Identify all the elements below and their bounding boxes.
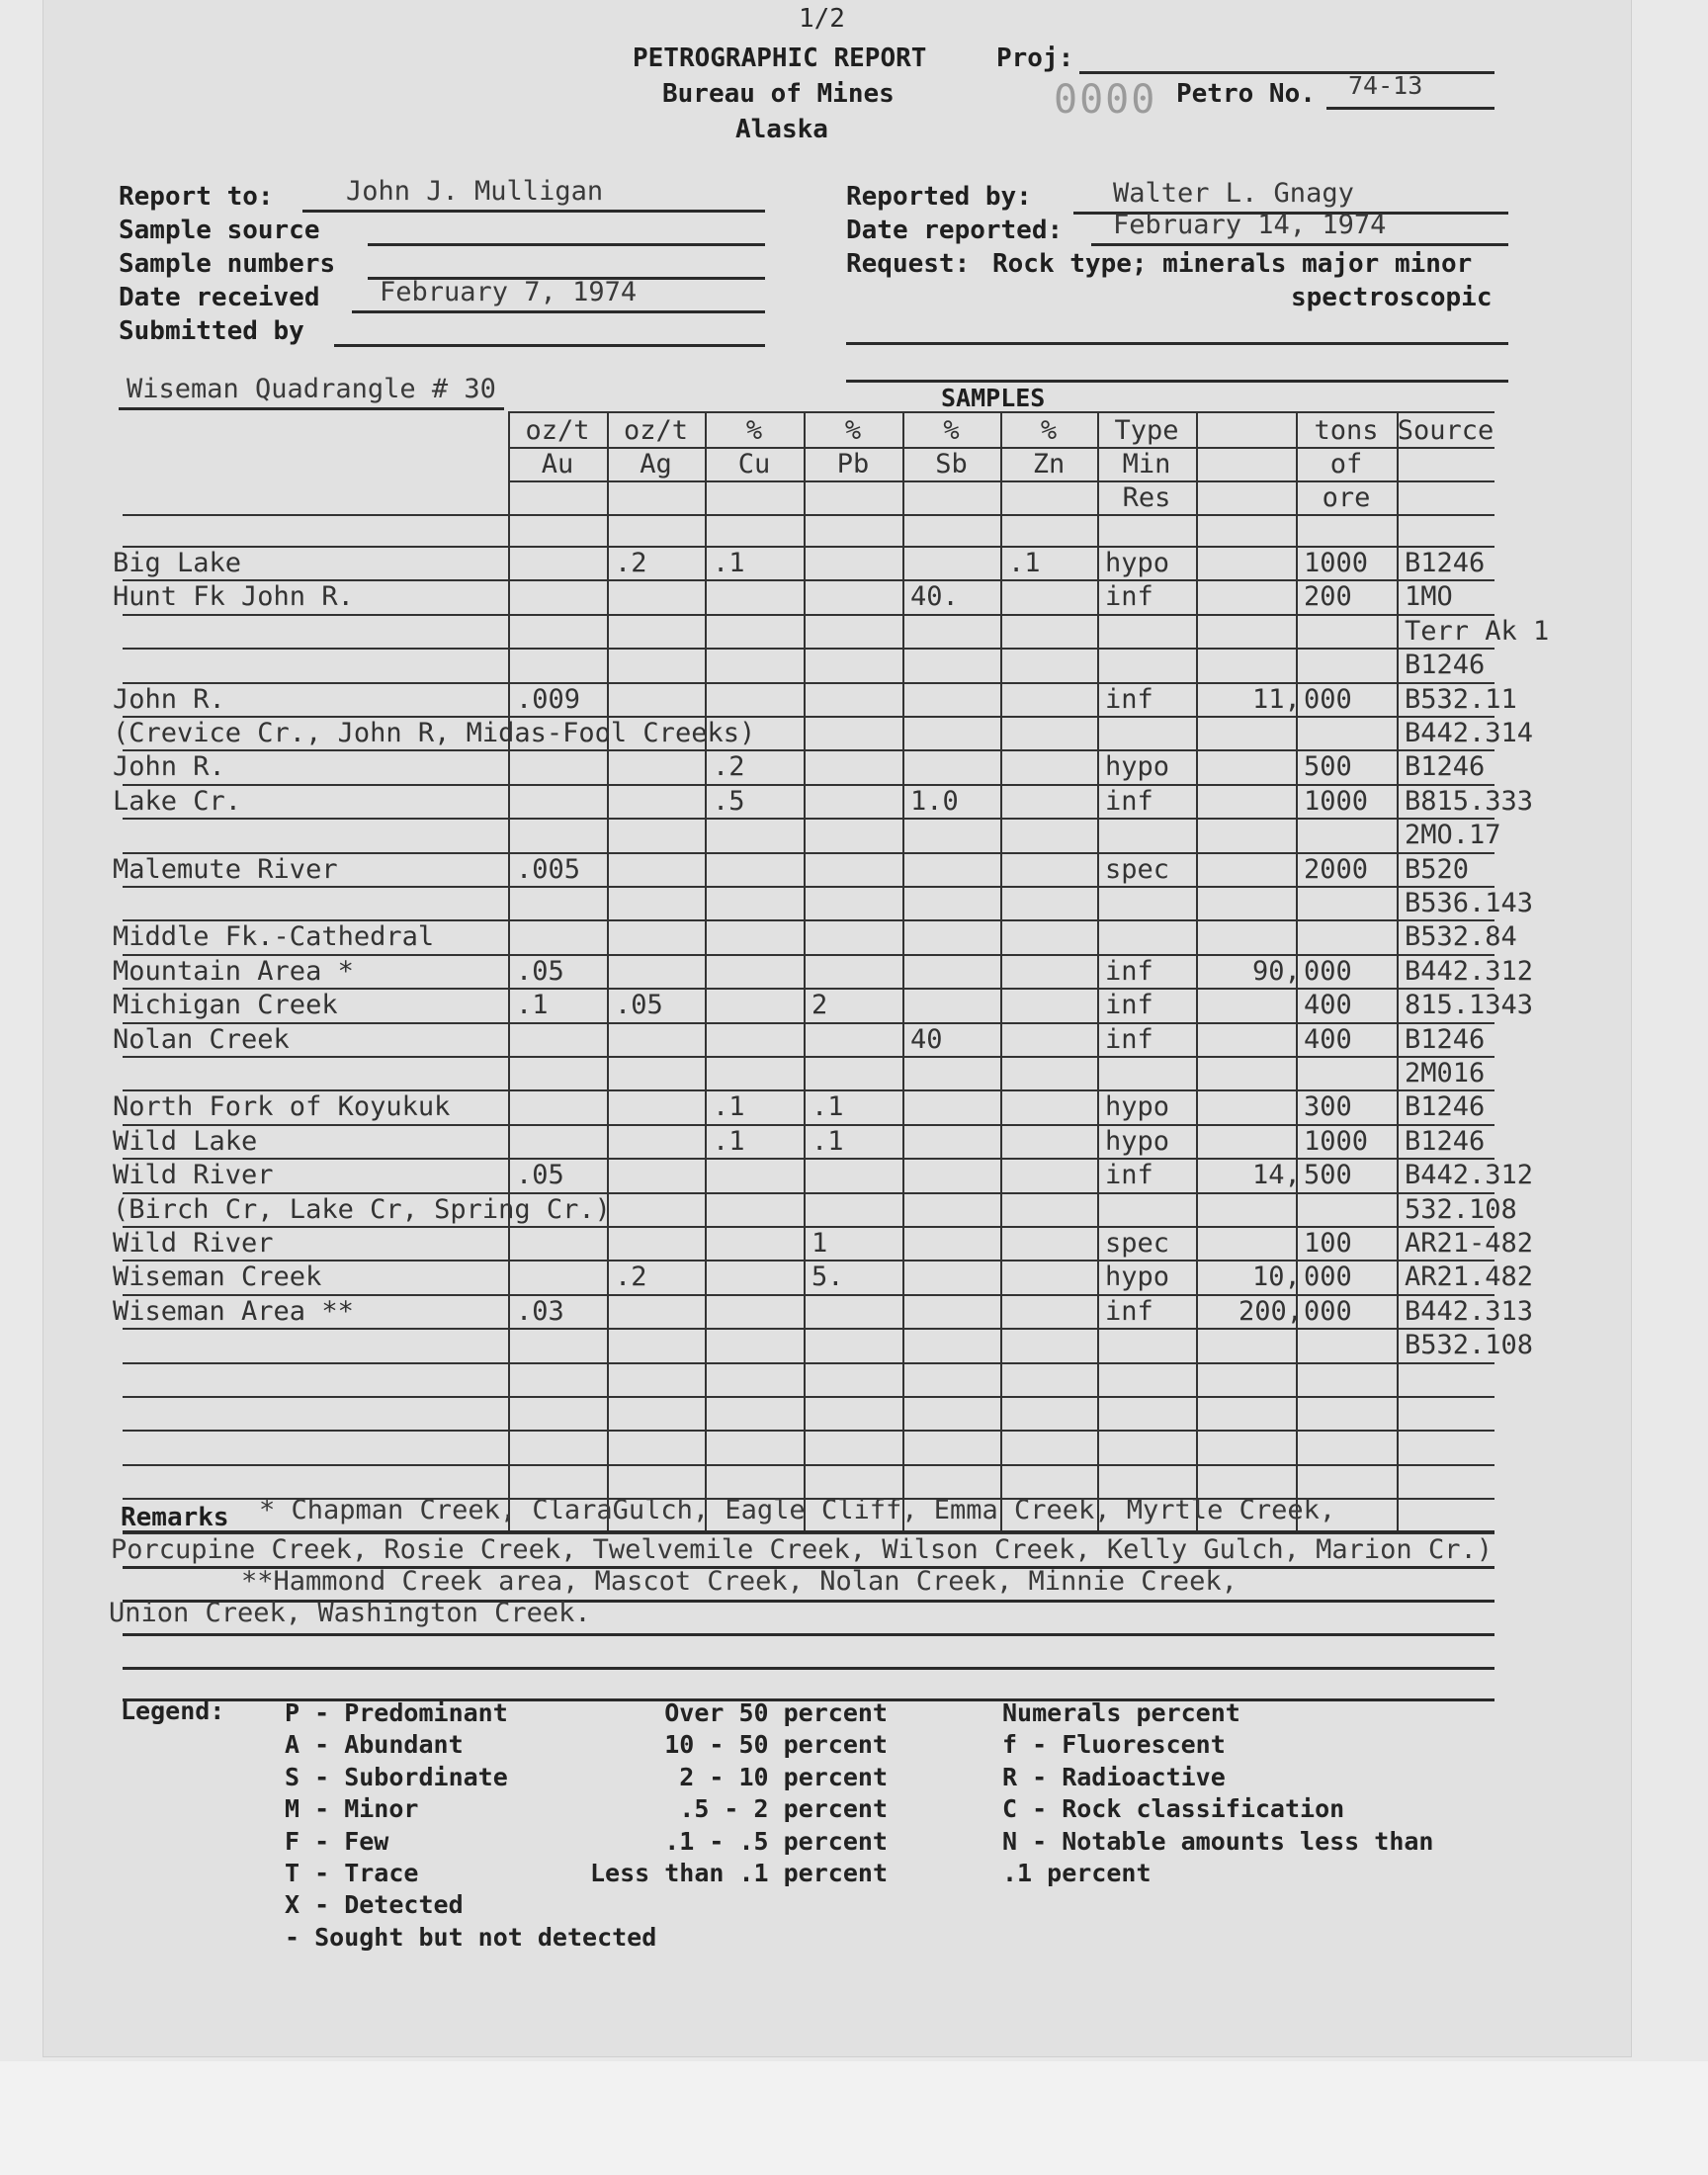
legend-code: A - Abundant	[285, 1730, 464, 1759]
row-rule	[123, 1226, 1494, 1228]
cell-au: .1	[516, 990, 549, 1020]
cell-source: B1246	[1405, 548, 1486, 578]
column-header: Res	[1122, 482, 1171, 513]
report-title: PETROGRAPHIC REPORT	[633, 44, 927, 73]
cell-zn: .1	[1008, 548, 1041, 578]
legend-extra: .1 percent	[1002, 1859, 1152, 1887]
row-location: (Birch Cr, Lake Cr, Spring Cr.)	[113, 1194, 611, 1225]
cell-au: .005	[516, 854, 581, 885]
cell-tons: 000	[1304, 1296, 1352, 1327]
legend-range: .1 - .5 percent	[664, 1827, 888, 1856]
cell-tons: 000	[1304, 684, 1352, 715]
request-label: Request:	[846, 249, 971, 279]
submitted-by-label: Submitted by	[119, 316, 304, 346]
date-received-label: Date received	[119, 283, 320, 312]
cell-source: B536.143	[1405, 888, 1534, 918]
row-location: John R.	[113, 684, 225, 715]
cell-type: spec	[1105, 1228, 1170, 1259]
cell-res: 14,	[1252, 1160, 1301, 1190]
cell-source: B1246	[1405, 1024, 1486, 1055]
scan-margin	[0, 2061, 1708, 2175]
cell-sb: 40	[910, 1024, 943, 1055]
row-location: Lake Cr.	[113, 786, 242, 817]
remarks-line-4: Union Creek, Washington Creek.	[109, 1598, 591, 1628]
remarks-rule-4	[123, 1633, 1494, 1636]
quadrangle-line	[119, 407, 504, 410]
cell-type: inf	[1105, 990, 1153, 1020]
cell-pb: 5.	[811, 1262, 844, 1292]
cell-source: B1246	[1405, 1091, 1486, 1122]
row-rule	[123, 1362, 1494, 1364]
legend-extra: N - Notable amounts less than	[1002, 1827, 1434, 1856]
cell-source: B1246	[1405, 1126, 1486, 1157]
cell-type: hypo	[1105, 1126, 1170, 1157]
column-header: oz/t	[623, 415, 689, 446]
cell-cu: .1	[713, 548, 745, 578]
column-header: %	[844, 415, 862, 446]
cell-sb: 40.	[910, 581, 959, 612]
row-rule	[123, 1022, 1494, 1024]
cell-res: 11,	[1252, 684, 1301, 715]
column-header: Ag	[640, 449, 672, 479]
legend-label: Legend:	[121, 1696, 225, 1725]
cell-source: B442.314	[1405, 718, 1534, 748]
report-to-line	[302, 210, 765, 213]
cell-type: hypo	[1105, 1262, 1170, 1292]
sample-source-label: Sample source	[119, 216, 320, 245]
cell-source: AR21-482	[1405, 1228, 1534, 1259]
column-header: ore	[1322, 482, 1371, 513]
cell-type: inf	[1105, 1160, 1153, 1190]
legend-range: Over 50 percent	[664, 1698, 888, 1727]
cell-source: B532.11	[1405, 684, 1517, 715]
petro-line	[1326, 107, 1494, 110]
cell-source: B442.312	[1405, 1160, 1534, 1190]
row-location: Big Lake	[113, 548, 242, 578]
row-rule	[123, 749, 1494, 751]
cell-source: B532.84	[1405, 921, 1517, 952]
cell-tons: 500	[1304, 1160, 1352, 1190]
cell-pb: .1	[811, 1091, 844, 1122]
column-header: Source	[1397, 415, 1494, 446]
column-header: Min	[1122, 449, 1171, 479]
row-rule	[123, 1430, 1494, 1432]
row-location: Wiseman Creek	[113, 1262, 322, 1292]
cell-sb: 1.0	[910, 786, 959, 817]
cell-type: hypo	[1105, 548, 1170, 578]
column-header: Au	[541, 449, 574, 479]
column-header: of	[1329, 449, 1363, 479]
cell-tons: 000	[1304, 1262, 1352, 1292]
cell-cu: .2	[713, 751, 745, 782]
cell-tons: 400	[1304, 1024, 1352, 1055]
proj-label: Proj:	[996, 44, 1074, 73]
legend-code: S - Subordinate	[285, 1763, 508, 1791]
cell-ag: .2	[615, 1262, 647, 1292]
cell-tons: 300	[1304, 1091, 1352, 1122]
row-location: Mountain Area *	[113, 956, 354, 987]
cell-res: 10,	[1252, 1262, 1301, 1292]
row-location: Malemute River	[113, 854, 338, 885]
quadrangle-name: Wiseman Quadrangle # 30	[127, 374, 496, 404]
cell-cu: .5	[713, 786, 745, 817]
cell-tons: 1000	[1304, 1126, 1369, 1157]
cell-au: .03	[516, 1296, 564, 1327]
legend-code: - Sought but not detected	[285, 1923, 657, 1952]
row-rule	[123, 1056, 1494, 1058]
cell-source: B442.312	[1405, 956, 1534, 987]
date-received-line	[352, 310, 765, 313]
cell-au: .009	[516, 684, 581, 715]
cell-source: 532.108	[1405, 1194, 1517, 1225]
remarks-rule-1	[123, 1530, 1494, 1533]
sample-source-line	[368, 243, 765, 246]
row-rule	[123, 1464, 1494, 1466]
remarks-line-2: Porcupine Creek, Rosie Creek, Twelvemile Creek, Wilson Creek, Kelly Gulch, Marion Cr.)	[111, 1534, 1493, 1565]
petro-label: Petro No.	[1176, 79, 1316, 109]
cell-tons: 100	[1304, 1228, 1352, 1259]
cell-au: .05	[516, 956, 564, 987]
cell-pb: .1	[811, 1126, 844, 1157]
column-header: Sb	[935, 449, 968, 479]
cell-source: AR21.482	[1405, 1262, 1534, 1292]
cell-res: 90,	[1252, 956, 1301, 987]
cell-type: inf	[1105, 786, 1153, 817]
row-rule	[123, 546, 1494, 548]
row-location: Wild River	[113, 1228, 274, 1259]
page-number: 1/2	[799, 4, 845, 34]
legend-extra: Numerals percent	[1002, 1698, 1240, 1727]
cell-source: B1246	[1405, 751, 1486, 782]
cell-type: inf	[1105, 1024, 1153, 1055]
cell-type: spec	[1105, 854, 1170, 885]
row-location: Wiseman Area **	[113, 1296, 354, 1327]
cell-ag: .2	[615, 548, 647, 578]
remarks-line-3: **Hammond Creek area, Mascot Creek, Nolan Creek, Minnie Creek,	[241, 1566, 1238, 1597]
remarks-rule-5	[123, 1667, 1494, 1670]
label-header-rule	[123, 514, 508, 516]
cell-type: inf	[1105, 684, 1153, 715]
legend-code: F - Few	[285, 1827, 389, 1856]
cell-source: 2MO.17	[1405, 820, 1501, 850]
cell-source: B532.108	[1405, 1330, 1534, 1360]
row-location: (Crevice Cr., John R, Midas-Fool Creeks)	[113, 718, 756, 748]
cell-source: B1246	[1405, 650, 1486, 680]
cell-tons: 400	[1304, 990, 1352, 1020]
sample-numbers-label: Sample numbers	[119, 249, 336, 279]
row-rule	[123, 886, 1494, 888]
cell-type: hypo	[1105, 751, 1170, 782]
legend-range: 10 - 50 percent	[664, 1730, 888, 1759]
column-header: %	[943, 415, 960, 446]
request-value-cont: spectroscopic	[1291, 283, 1493, 312]
cell-source: 1MO	[1405, 581, 1453, 612]
row-location: Wild Lake	[113, 1126, 258, 1157]
cell-type: inf	[1105, 581, 1153, 612]
column-header: tons	[1314, 415, 1379, 446]
petro-number: 74-13	[1348, 71, 1423, 100]
cell-ag: .05	[615, 990, 663, 1020]
stamp-number: 0000	[1054, 77, 1157, 123]
cell-tons: 200	[1304, 581, 1352, 612]
date-received-value: February 7, 1974	[380, 277, 638, 307]
legend-code: M - Minor	[285, 1794, 419, 1823]
legend-code: X - Detected	[285, 1890, 464, 1919]
column-header: %	[745, 415, 763, 446]
cell-tons: 2000	[1304, 854, 1369, 885]
row-location: Michigan Creek	[113, 990, 338, 1020]
date-reported-line	[1091, 243, 1508, 246]
cell-pb: 2	[811, 990, 828, 1020]
cell-tons: 1000	[1304, 786, 1369, 817]
samples-label: SAMPLES	[941, 384, 1046, 412]
submitted-by-line	[334, 344, 765, 347]
legend-range: .5 - 2 percent	[679, 1794, 888, 1823]
legend-code: T - Trace	[285, 1859, 419, 1887]
cell-source: 2M016	[1405, 1058, 1486, 1088]
report-to-value: John J. Mulligan	[346, 176, 604, 207]
row-location: Middle Fk.-Cathedral	[113, 921, 435, 952]
row-rule	[123, 1396, 1494, 1398]
cell-cu: .1	[713, 1091, 745, 1122]
bureau-name: Bureau of Mines	[662, 79, 895, 109]
remarks-label: Remarks	[121, 1503, 229, 1532]
legend-extra: C - Rock classification	[1002, 1794, 1345, 1823]
row-rule	[123, 1328, 1494, 1330]
cell-source: B520	[1405, 854, 1470, 885]
remarks-line-1: * Chapman Creek, ClaraGulch, Eagle Cliff, Emma Creek, Myrtle Creek,	[259, 1495, 1336, 1525]
request-line-1	[846, 342, 1508, 345]
cell-tons: 500	[1304, 751, 1352, 782]
row-rule	[123, 818, 1494, 820]
row-location: Hunt Fk John R.	[113, 581, 354, 612]
date-reported-value: February 14, 1974	[1113, 210, 1387, 240]
legend-extra: f - Fluorescent	[1002, 1730, 1226, 1759]
legend-extra: R - Radioactive	[1002, 1763, 1226, 1791]
column-header: %	[1040, 415, 1058, 446]
reported-by-value: Walter L. Gnagy	[1113, 178, 1354, 209]
column-header: Cu	[737, 449, 771, 479]
row-rule	[123, 648, 1494, 650]
row-rule	[123, 614, 1494, 616]
cell-source: 815.1343	[1405, 990, 1534, 1020]
cell-pb: 1	[811, 1228, 828, 1259]
row-rule	[123, 784, 1494, 786]
cell-source: Terr Ak 1	[1405, 616, 1550, 647]
report-to-label: Report to:	[119, 182, 274, 212]
row-location: Nolan Creek	[113, 1024, 290, 1055]
state-name: Alaska	[735, 115, 828, 144]
row-location: North Fork of Koyukuk	[113, 1091, 451, 1122]
column-header: Pb	[836, 449, 870, 479]
request-value: Rock type; minerals major minor	[992, 249, 1473, 279]
date-reported-label: Date reported:	[846, 216, 1064, 245]
header-top-rule	[508, 411, 1494, 413]
cell-tons: 000	[1304, 956, 1352, 987]
header-rule	[508, 514, 1494, 516]
request-line-2	[846, 380, 1508, 383]
cell-tons: 1000	[1304, 548, 1369, 578]
legend-code: P - Predominant	[285, 1698, 508, 1727]
column-header: Zn	[1032, 449, 1066, 479]
cell-type: inf	[1105, 956, 1153, 987]
proj-line	[1079, 71, 1494, 74]
cell-au: .05	[516, 1160, 564, 1190]
cell-res: 200,	[1238, 1296, 1304, 1327]
cell-cu: .1	[713, 1126, 745, 1157]
cell-type: inf	[1105, 1296, 1153, 1327]
cell-source: B442.313	[1405, 1296, 1534, 1327]
row-location: John R.	[113, 751, 225, 782]
row-rule	[123, 1124, 1494, 1126]
reported-by-label: Reported by:	[846, 182, 1032, 212]
column-header: Type	[1114, 415, 1179, 446]
cell-type: hypo	[1105, 1091, 1170, 1122]
legend-range: Less than .1 percent	[589, 1859, 888, 1887]
cell-source: B815.333	[1405, 786, 1534, 817]
row-location: Wild River	[113, 1160, 274, 1190]
legend-range: 2 - 10 percent	[679, 1763, 888, 1791]
column-header: oz/t	[525, 415, 590, 446]
